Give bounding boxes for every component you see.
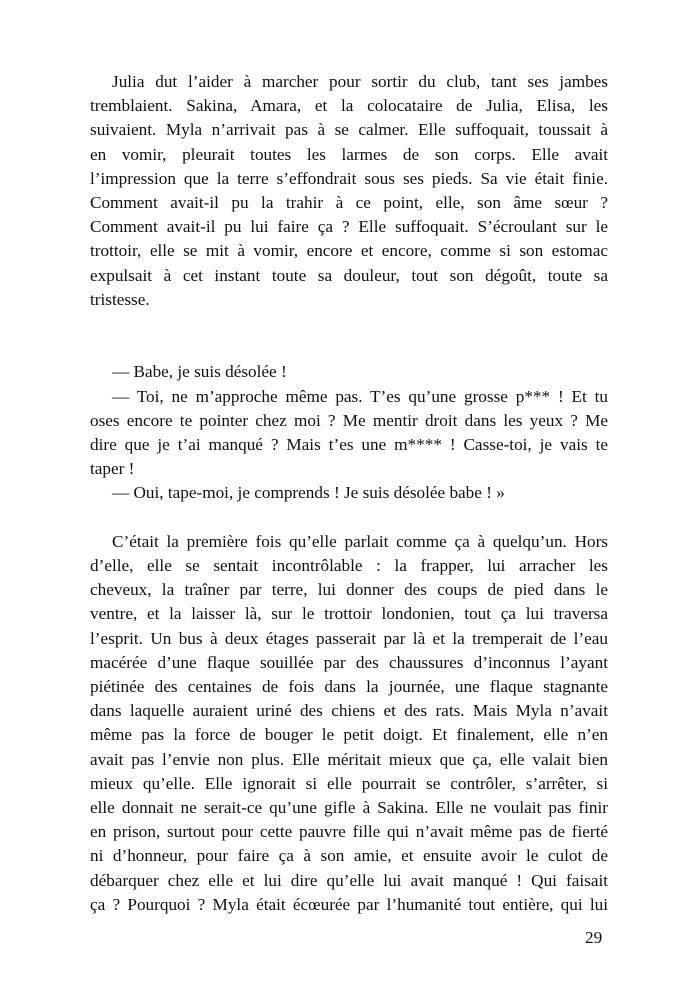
text-line: ça ? Pourquoi ? Myla était écœurée par l’humanité tout entière, qui lui [90,894,608,914]
text-line: cheveux, la traîner par terre, lui donner des coups de pied dans le [90,580,608,600]
text-line: macérée d’une flaque souillée par des chaussures d’inconnus l’ayant [90,652,608,672]
dialogue-line-2 [90,385,608,482]
dialogue-line-1 [90,360,608,384]
text-line: l’esprit. Un bus à deux étages passerait par là et la tremperait de l’eau [90,628,608,648]
text-line: ventre, et la laisser là, sur le trottoir londonien, tout ça lui traversa [90,604,608,624]
text-line: suivaient. Myla n’arrivait pas à se calmer. Elle suffoquait, toussait à [90,120,608,140]
text-line: — Babe, je suis désolée ! [112,362,287,382]
text-line: elle donnait ne serait-ce qu’une gifle à Sakina. Elle ne voulait pas finir [90,798,608,818]
text-line: trottoir, elle se mit à vomir, encore et encore, comme si son estomac [90,241,608,261]
page-body [90,70,608,917]
text-line: l’impression que la terre s’effondrait sous ses pieds. Sa vie était finie. [90,168,608,188]
text-line: tristesse. [90,289,150,309]
dialogue-line-3 [90,481,608,505]
text-line: dire que je t’ai manqué ? Mais t’es une m**** ! Casse-toi, je vais te [90,435,608,455]
text-line: taper ! [90,459,135,479]
text-line: mieux qu’elle. Elle ignorait si elle pourrait se contrôler, s’arrêter, si [90,773,608,793]
text-line: C’était la première fois qu’elle parlait comme ça à quelqu’un. Hors [112,531,608,551]
text-line: même pas la force de bouger le petit doigt. Et finalement, elle n’en [90,725,608,745]
paragraph-1 [90,70,608,312]
text-line: d’elle, elle se sentait incontrôlable : la frapper, lui arracher les [90,556,608,576]
text-line: — Toi, ne m’approche même pas. T’es qu’une grosse p*** ! Et tu [112,386,608,406]
text-line: avait pas l’envie non plus. Elle méritait mieux que ça, elle valait bien [90,749,608,769]
text-line: en prison, surtout pour cette pauvre fille qui n’avait même pas de fierté [90,822,608,842]
text-line: en vomir, pleurait toutes les larmes de son corps. Elle avait [90,144,608,164]
text-line: — Oui, tape-moi, je comprends ! Je suis désolée babe ! » [112,483,505,503]
text-line: débarquer chez elle et lui dire qu’elle lui avait manqué ! Qui faisait [90,870,608,890]
text-line: Comment avait-il pu lui faire ça ? Elle suffoquait. S’écroulant sur le [90,217,608,237]
text-line: Comment avait-il pu la trahir à ce point, elle, son âme sœur ? [90,193,608,213]
text-line: oses encore te pointer chez moi ? Me mentir droit dans les yeux ? Me [90,410,608,430]
text-line: Julia dut l’aider à marcher pour sortir du club, tant ses jambes [112,72,608,91]
text-line: dans laquelle auraient uriné des chiens et des rats. Mais Myla n’avait [90,701,608,721]
text-line: expulsait à cet instant toute sa douleur, tout son dégoût, toute sa [90,265,608,285]
paragraph-2 [90,530,608,917]
text-line: ni d’honneur, pour faire ça à son amie, et ensuite avoir le culot de [90,846,608,866]
text-line: tremblaient. Sakina, Amara, et la colocataire de Julia, Elisa, les [90,96,608,116]
text-line: piétinée des centaines de fois dans la journée, une flaque stagnante [90,677,608,697]
page-number: 29 [585,928,603,947]
